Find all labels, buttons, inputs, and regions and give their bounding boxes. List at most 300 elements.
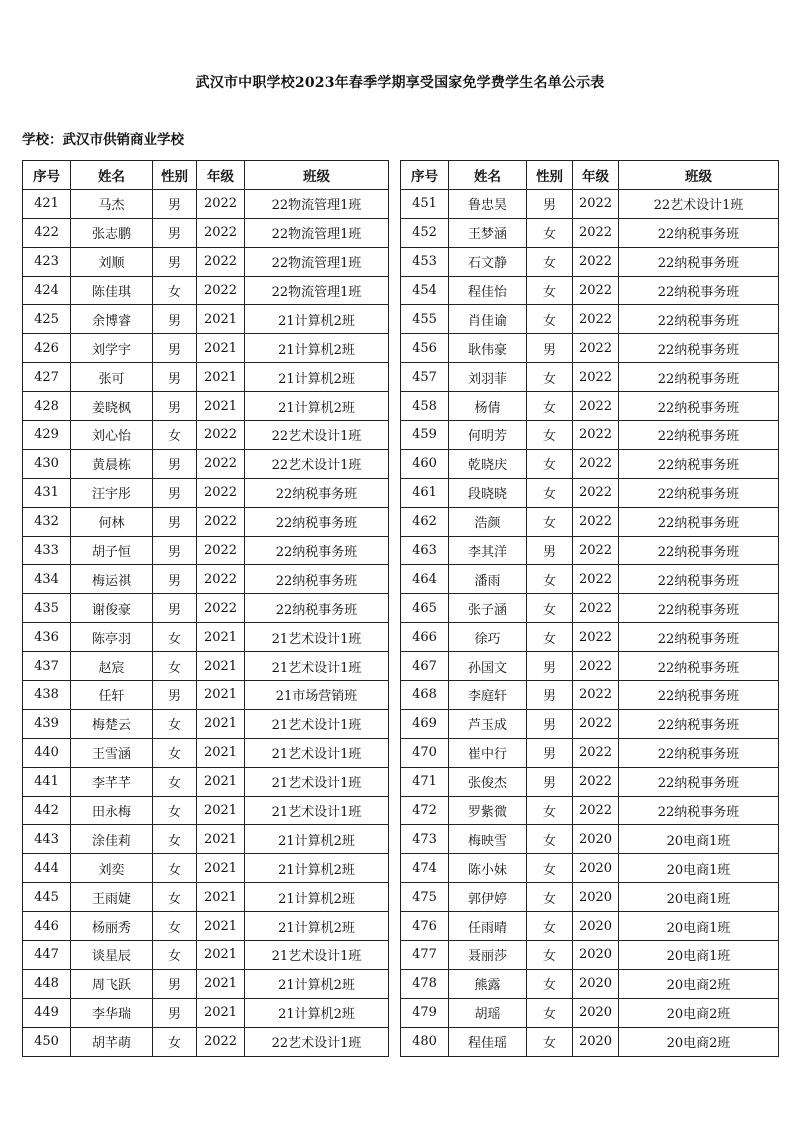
cell-class: 22纳税事务班 bbox=[619, 392, 779, 421]
cell-gender: 女 bbox=[527, 363, 573, 392]
cell-name: 何林 bbox=[71, 507, 153, 536]
cell-name: 罗紫微 bbox=[449, 796, 527, 825]
cell-gender: 女 bbox=[527, 854, 573, 883]
cell-seq: 442 bbox=[23, 796, 71, 825]
table-row bbox=[23, 507, 389, 536]
cell-seq: 466 bbox=[401, 623, 449, 652]
cell-seq: 444 bbox=[23, 854, 71, 883]
cell-gender: 男 bbox=[527, 189, 573, 218]
cell-grade: 2022 bbox=[197, 536, 245, 565]
table-row bbox=[23, 565, 389, 594]
cell-grade: 2021 bbox=[197, 334, 245, 363]
cell-grade: 2022 bbox=[573, 652, 619, 681]
header-grade: 年级 bbox=[197, 161, 245, 190]
cell-seq: 440 bbox=[23, 738, 71, 767]
cell-grade: 2021 bbox=[197, 738, 245, 767]
cell-gender: 女 bbox=[527, 969, 573, 998]
cell-seq: 452 bbox=[401, 218, 449, 247]
cell-grade: 2022 bbox=[573, 247, 619, 276]
cell-gender: 男 bbox=[527, 652, 573, 681]
cell-grade: 2021 bbox=[197, 681, 245, 710]
cell-gender: 男 bbox=[153, 218, 197, 247]
cell-seq: 450 bbox=[23, 1027, 71, 1056]
cell-seq: 460 bbox=[401, 449, 449, 478]
table-row bbox=[401, 652, 779, 681]
cell-class: 22物流管理1班 bbox=[245, 218, 389, 247]
cell-name: 任雨晴 bbox=[449, 912, 527, 941]
cell-name: 程佳瑶 bbox=[449, 1027, 527, 1056]
cell-grade: 2022 bbox=[573, 421, 619, 450]
cell-class: 20电商1班 bbox=[619, 941, 779, 970]
cell-grade: 2021 bbox=[197, 796, 245, 825]
table-row bbox=[23, 998, 389, 1027]
cell-gender: 女 bbox=[527, 478, 573, 507]
table-row bbox=[401, 912, 779, 941]
cell-seq: 476 bbox=[401, 912, 449, 941]
table-row bbox=[401, 334, 779, 363]
cell-seq: 453 bbox=[401, 247, 449, 276]
cell-name: 田永梅 bbox=[71, 796, 153, 825]
header-seq: 序号 bbox=[401, 161, 449, 190]
cell-seq: 435 bbox=[23, 594, 71, 623]
cell-seq: 461 bbox=[401, 478, 449, 507]
cell-grade: 2022 bbox=[573, 363, 619, 392]
cell-grade: 2022 bbox=[197, 449, 245, 478]
table-row bbox=[401, 941, 779, 970]
table-row bbox=[23, 276, 389, 305]
cell-class: 22物流管理1班 bbox=[245, 276, 389, 305]
cell-gender: 男 bbox=[527, 767, 573, 796]
cell-seq: 451 bbox=[401, 189, 449, 218]
cell-grade: 2020 bbox=[573, 1027, 619, 1056]
cell-class: 22纳税事务班 bbox=[245, 594, 389, 623]
table-row bbox=[401, 767, 779, 796]
cell-seq: 454 bbox=[401, 276, 449, 305]
cell-seq: 432 bbox=[23, 507, 71, 536]
cell-seq: 448 bbox=[23, 969, 71, 998]
cell-grade: 2022 bbox=[573, 709, 619, 738]
cell-seq: 446 bbox=[23, 912, 71, 941]
cell-grade: 2022 bbox=[197, 1027, 245, 1056]
table-row bbox=[401, 796, 779, 825]
table-header-row bbox=[401, 161, 779, 190]
table-row bbox=[401, 276, 779, 305]
cell-seq: 479 bbox=[401, 998, 449, 1027]
cell-name: 周飞跃 bbox=[71, 969, 153, 998]
cell-gender: 女 bbox=[153, 276, 197, 305]
cell-grade: 2022 bbox=[573, 623, 619, 652]
table-row bbox=[23, 363, 389, 392]
table-row bbox=[23, 594, 389, 623]
cell-gender: 男 bbox=[153, 565, 197, 594]
cell-name: 汪宇彤 bbox=[71, 478, 153, 507]
cell-gender: 女 bbox=[153, 1027, 197, 1056]
cell-grade: 2022 bbox=[197, 189, 245, 218]
cell-grade: 2020 bbox=[573, 825, 619, 854]
cell-name: 杨丽秀 bbox=[71, 912, 153, 941]
cell-grade: 2022 bbox=[197, 594, 245, 623]
cell-seq: 480 bbox=[401, 1027, 449, 1056]
table-row bbox=[23, 912, 389, 941]
cell-class: 22纳税事务班 bbox=[619, 767, 779, 796]
table-row bbox=[23, 709, 389, 738]
cell-grade: 2022 bbox=[197, 421, 245, 450]
header-gender: 性别 bbox=[527, 161, 573, 190]
cell-seq: 424 bbox=[23, 276, 71, 305]
cell-class: 21艺术设计1班 bbox=[245, 652, 389, 681]
table-row bbox=[23, 854, 389, 883]
table-row bbox=[23, 652, 389, 681]
cell-class: 22纳税事务班 bbox=[619, 623, 779, 652]
cell-name: 杨倩 bbox=[449, 392, 527, 421]
header-grade: 年级 bbox=[573, 161, 619, 190]
cell-grade: 2022 bbox=[573, 276, 619, 305]
cell-seq: 423 bbox=[23, 247, 71, 276]
table-row bbox=[401, 738, 779, 767]
cell-gender: 女 bbox=[527, 449, 573, 478]
cell-grade: 2021 bbox=[197, 825, 245, 854]
table-row bbox=[23, 883, 389, 912]
cell-name: 梅楚云 bbox=[71, 709, 153, 738]
cell-gender: 女 bbox=[527, 507, 573, 536]
table-row bbox=[401, 998, 779, 1027]
cell-name: 乾晓庆 bbox=[449, 449, 527, 478]
cell-grade: 2022 bbox=[197, 247, 245, 276]
cell-class: 22纳税事务班 bbox=[619, 709, 779, 738]
cell-gender: 女 bbox=[153, 883, 197, 912]
table-row bbox=[23, 969, 389, 998]
cell-grade: 2020 bbox=[573, 883, 619, 912]
cell-name: 谢俊豪 bbox=[71, 594, 153, 623]
cell-seq: 434 bbox=[23, 565, 71, 594]
cell-gender: 女 bbox=[527, 883, 573, 912]
cell-grade: 2022 bbox=[573, 189, 619, 218]
table-row bbox=[401, 189, 779, 218]
cell-grade: 2021 bbox=[197, 623, 245, 652]
cell-gender: 男 bbox=[153, 363, 197, 392]
cell-gender: 女 bbox=[527, 912, 573, 941]
cell-gender: 女 bbox=[527, 825, 573, 854]
cell-seq: 438 bbox=[23, 681, 71, 710]
cell-grade: 2021 bbox=[197, 969, 245, 998]
cell-class: 22纳税事务班 bbox=[619, 478, 779, 507]
cell-seq: 426 bbox=[23, 334, 71, 363]
cell-seq: 456 bbox=[401, 334, 449, 363]
table-row bbox=[401, 565, 779, 594]
cell-class: 22纳税事务班 bbox=[619, 334, 779, 363]
cell-class: 22纳税事务班 bbox=[619, 507, 779, 536]
cell-class: 22纳税事务班 bbox=[619, 247, 779, 276]
cell-gender: 女 bbox=[153, 709, 197, 738]
cell-seq: 462 bbox=[401, 507, 449, 536]
cell-seq: 473 bbox=[401, 825, 449, 854]
cell-name: 王雨婕 bbox=[71, 883, 153, 912]
school-label: 学校：武汉市供销商业学校 bbox=[22, 132, 184, 148]
table-row bbox=[401, 363, 779, 392]
cell-seq: 443 bbox=[23, 825, 71, 854]
cell-class: 21计算机2班 bbox=[245, 334, 389, 363]
cell-seq: 471 bbox=[401, 767, 449, 796]
table-row bbox=[401, 247, 779, 276]
cell-grade: 2022 bbox=[573, 681, 619, 710]
cell-seq: 428 bbox=[23, 392, 71, 421]
cell-gender: 女 bbox=[527, 421, 573, 450]
cell-seq: 467 bbox=[401, 652, 449, 681]
cell-name: 耿伟豪 bbox=[449, 334, 527, 363]
cell-gender: 男 bbox=[153, 189, 197, 218]
cell-gender: 女 bbox=[153, 652, 197, 681]
table-row bbox=[401, 969, 779, 998]
table-row bbox=[23, 247, 389, 276]
cell-grade: 2022 bbox=[197, 218, 245, 247]
cell-seq: 455 bbox=[401, 305, 449, 334]
cell-class: 22纳税事务班 bbox=[619, 449, 779, 478]
cell-class: 22物流管理1班 bbox=[245, 189, 389, 218]
cell-name: 张志鹏 bbox=[71, 218, 153, 247]
cell-class: 22纳税事务班 bbox=[619, 421, 779, 450]
table-row bbox=[401, 594, 779, 623]
cell-name: 刘学宇 bbox=[71, 334, 153, 363]
cell-gender: 女 bbox=[527, 392, 573, 421]
cell-name: 段晓晓 bbox=[449, 478, 527, 507]
cell-name: 胡芊萌 bbox=[71, 1027, 153, 1056]
cell-name: 孙国文 bbox=[449, 652, 527, 681]
cell-name: 张俊杰 bbox=[449, 767, 527, 796]
cell-grade: 2021 bbox=[197, 998, 245, 1027]
header-class: 班级 bbox=[619, 161, 779, 190]
cell-gender: 女 bbox=[527, 247, 573, 276]
table-row bbox=[23, 449, 389, 478]
cell-class: 21计算机2班 bbox=[245, 363, 389, 392]
cell-class: 21计算机2班 bbox=[245, 854, 389, 883]
cell-seq: 478 bbox=[401, 969, 449, 998]
table-row bbox=[401, 421, 779, 450]
cell-class: 21艺术设计1班 bbox=[245, 767, 389, 796]
cell-class: 22纳税事务班 bbox=[619, 681, 779, 710]
cell-grade: 2022 bbox=[573, 594, 619, 623]
document-title: 武汉市中职学校2023年春季学期享受国家免学费学生名单公示表 bbox=[195, 75, 605, 91]
table-row bbox=[23, 218, 389, 247]
cell-name: 陈佳琪 bbox=[71, 276, 153, 305]
cell-name: 李庭轩 bbox=[449, 681, 527, 710]
cell-name: 陈亭羽 bbox=[71, 623, 153, 652]
cell-seq: 465 bbox=[401, 594, 449, 623]
cell-gender: 男 bbox=[153, 392, 197, 421]
cell-class: 22艺术设计1班 bbox=[245, 1027, 389, 1056]
cell-class: 22纳税事务班 bbox=[245, 565, 389, 594]
cell-gender: 女 bbox=[153, 825, 197, 854]
table-row bbox=[401, 854, 779, 883]
cell-class: 20电商2班 bbox=[619, 969, 779, 998]
cell-class: 21艺术设计1班 bbox=[245, 709, 389, 738]
cell-seq: 449 bbox=[23, 998, 71, 1027]
table-row bbox=[401, 681, 779, 710]
table-row bbox=[23, 421, 389, 450]
cell-gender: 女 bbox=[153, 623, 197, 652]
cell-seq: 445 bbox=[23, 883, 71, 912]
header-class: 班级 bbox=[245, 161, 389, 190]
cell-name: 刘顺 bbox=[71, 247, 153, 276]
cell-grade: 2022 bbox=[197, 565, 245, 594]
cell-name: 何明芳 bbox=[449, 421, 527, 450]
cell-gender: 男 bbox=[527, 536, 573, 565]
table-row bbox=[23, 825, 389, 854]
table-row bbox=[23, 189, 389, 218]
cell-grade: 2021 bbox=[197, 363, 245, 392]
cell-name: 张子涵 bbox=[449, 594, 527, 623]
cell-class: 22纳税事务班 bbox=[619, 652, 779, 681]
cell-class: 22纳税事务班 bbox=[619, 565, 779, 594]
cell-name: 陈小妹 bbox=[449, 854, 527, 883]
table-row bbox=[401, 507, 779, 536]
header-seq: 序号 bbox=[23, 161, 71, 190]
cell-name: 刘奕 bbox=[71, 854, 153, 883]
cell-class: 22纳税事务班 bbox=[619, 218, 779, 247]
cell-gender: 女 bbox=[527, 1027, 573, 1056]
cell-name: 谈星辰 bbox=[71, 941, 153, 970]
cell-grade: 2021 bbox=[197, 941, 245, 970]
cell-grade: 2022 bbox=[573, 738, 619, 767]
cell-class: 21计算机2班 bbox=[245, 998, 389, 1027]
cell-grade: 2022 bbox=[197, 276, 245, 305]
cell-grade: 2022 bbox=[573, 392, 619, 421]
table-row bbox=[23, 941, 389, 970]
student-table-right bbox=[400, 160, 779, 1057]
cell-grade: 2021 bbox=[197, 912, 245, 941]
cell-class: 22艺术设计1班 bbox=[619, 189, 779, 218]
cell-name: 任轩 bbox=[71, 681, 153, 710]
cell-seq: 457 bbox=[401, 363, 449, 392]
cell-name: 王雪涵 bbox=[71, 738, 153, 767]
cell-class: 21艺术设计1班 bbox=[245, 738, 389, 767]
cell-name: 刘羽菲 bbox=[449, 363, 527, 392]
cell-name: 胡子恒 bbox=[71, 536, 153, 565]
cell-seq: 431 bbox=[23, 478, 71, 507]
header-name: 姓名 bbox=[449, 161, 527, 190]
cell-gender: 女 bbox=[153, 941, 197, 970]
cell-gender: 男 bbox=[527, 738, 573, 767]
cell-gender: 男 bbox=[153, 594, 197, 623]
cell-grade: 2020 bbox=[573, 854, 619, 883]
table-row bbox=[401, 883, 779, 912]
table-row bbox=[401, 536, 779, 565]
table-row bbox=[401, 623, 779, 652]
table-row bbox=[23, 1027, 389, 1056]
cell-gender: 男 bbox=[153, 449, 197, 478]
cell-gender: 男 bbox=[153, 478, 197, 507]
cell-gender: 男 bbox=[153, 507, 197, 536]
cell-name: 浩颜 bbox=[449, 507, 527, 536]
table-row bbox=[401, 392, 779, 421]
cell-class: 22纳税事务班 bbox=[619, 594, 779, 623]
cell-class: 22纳税事务班 bbox=[619, 305, 779, 334]
cell-grade: 2022 bbox=[573, 565, 619, 594]
cell-seq: 475 bbox=[401, 883, 449, 912]
cell-class: 21计算机2班 bbox=[245, 305, 389, 334]
cell-grade: 2020 bbox=[573, 998, 619, 1027]
cell-gender: 男 bbox=[153, 334, 197, 363]
cell-name: 徐巧 bbox=[449, 623, 527, 652]
cell-seq: 437 bbox=[23, 652, 71, 681]
cell-name: 肖佳谕 bbox=[449, 305, 527, 334]
cell-name: 黄晨栋 bbox=[71, 449, 153, 478]
cell-gender: 女 bbox=[153, 738, 197, 767]
cell-seq: 474 bbox=[401, 854, 449, 883]
cell-seq: 447 bbox=[23, 941, 71, 970]
cell-name: 赵宸 bbox=[71, 652, 153, 681]
table-row bbox=[23, 767, 389, 796]
header-name: 姓名 bbox=[71, 161, 153, 190]
cell-grade: 2021 bbox=[197, 767, 245, 796]
table-row bbox=[401, 825, 779, 854]
cell-gender: 男 bbox=[527, 334, 573, 363]
cell-name: 聂丽莎 bbox=[449, 941, 527, 970]
cell-class: 20电商1班 bbox=[619, 912, 779, 941]
table-row bbox=[401, 1027, 779, 1056]
cell-class: 22纳税事务班 bbox=[619, 363, 779, 392]
table-row bbox=[23, 305, 389, 334]
cell-grade: 2020 bbox=[573, 969, 619, 998]
cell-grade: 2022 bbox=[573, 218, 619, 247]
cell-gender: 男 bbox=[153, 247, 197, 276]
table-row bbox=[23, 796, 389, 825]
cell-grade: 2021 bbox=[197, 709, 245, 738]
cell-class: 22纳税事务班 bbox=[245, 507, 389, 536]
table-body-left bbox=[23, 189, 389, 1056]
cell-class: 22纳税事务班 bbox=[619, 796, 779, 825]
cell-seq: 422 bbox=[23, 218, 71, 247]
cell-class: 22纳税事务班 bbox=[245, 478, 389, 507]
cell-grade: 2022 bbox=[197, 478, 245, 507]
header-gender: 性别 bbox=[153, 161, 197, 190]
cell-grade: 2020 bbox=[573, 941, 619, 970]
cell-gender: 男 bbox=[153, 969, 197, 998]
cell-gender: 男 bbox=[153, 536, 197, 565]
cell-grade: 2022 bbox=[573, 449, 619, 478]
cell-class: 21艺术设计1班 bbox=[245, 623, 389, 652]
cell-gender: 男 bbox=[153, 681, 197, 710]
cell-class: 21艺术设计1班 bbox=[245, 796, 389, 825]
cell-grade: 2021 bbox=[197, 392, 245, 421]
cell-seq: 430 bbox=[23, 449, 71, 478]
cell-gender: 男 bbox=[527, 681, 573, 710]
cell-grade: 2022 bbox=[573, 507, 619, 536]
cell-gender: 女 bbox=[527, 276, 573, 305]
cell-name: 潘雨 bbox=[449, 565, 527, 594]
table-row bbox=[401, 478, 779, 507]
cell-gender: 女 bbox=[153, 421, 197, 450]
cell-grade: 2022 bbox=[573, 478, 619, 507]
table-row bbox=[401, 218, 779, 247]
table-row bbox=[23, 334, 389, 363]
cell-name: 熊露 bbox=[449, 969, 527, 998]
cell-class: 20电商1班 bbox=[619, 825, 779, 854]
cell-name: 郭伊婷 bbox=[449, 883, 527, 912]
cell-name: 胡瑶 bbox=[449, 998, 527, 1027]
cell-name: 刘心怡 bbox=[71, 421, 153, 450]
cell-grade: 2022 bbox=[573, 334, 619, 363]
table-row bbox=[23, 392, 389, 421]
cell-gender: 女 bbox=[527, 218, 573, 247]
cell-grade: 2022 bbox=[573, 767, 619, 796]
cell-grade: 2022 bbox=[573, 305, 619, 334]
cell-name: 李其洋 bbox=[449, 536, 527, 565]
cell-seq: 477 bbox=[401, 941, 449, 970]
cell-grade: 2021 bbox=[197, 854, 245, 883]
cell-class: 22纳税事务班 bbox=[619, 738, 779, 767]
cell-gender: 男 bbox=[153, 998, 197, 1027]
cell-gender: 女 bbox=[527, 941, 573, 970]
